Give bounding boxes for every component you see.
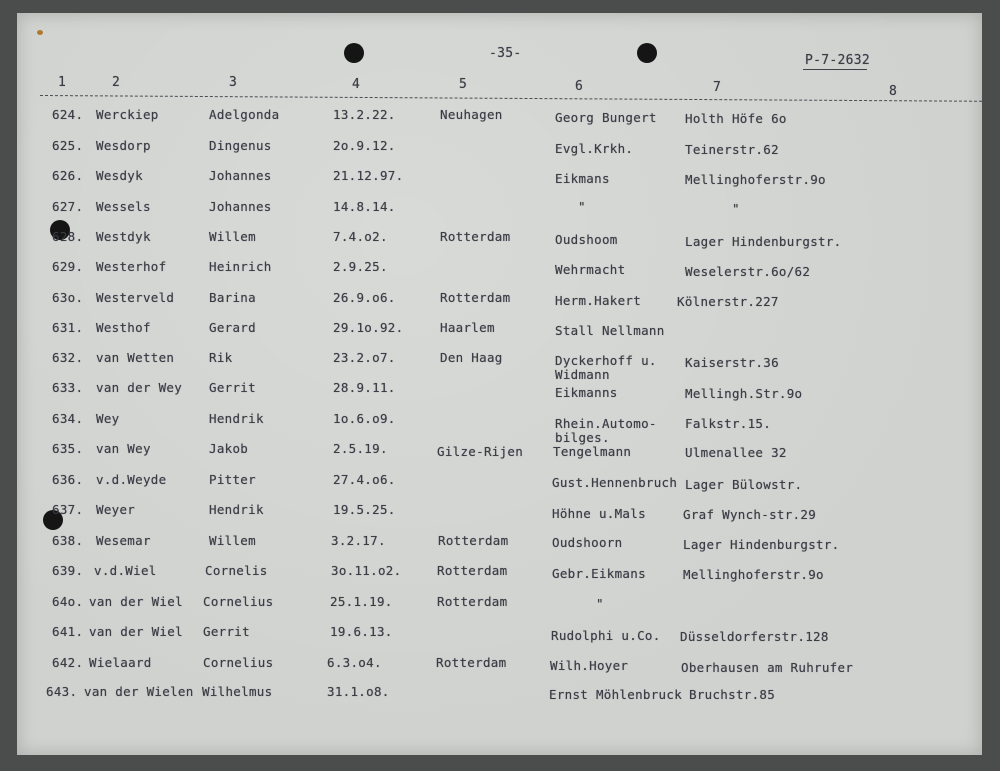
birth-date: 14.8.14. [333,199,396,214]
birth-date: 21.12.97. [333,168,404,183]
entry-number: 64o. [52,594,84,609]
column-header-1: 1 [58,75,67,90]
reference-underline [803,69,867,70]
entry-number: 628. [52,229,84,244]
employer: Rudolphi u.Co. [551,628,661,643]
place: Rotterdam [438,533,509,548]
address: Falkstr.15. [685,416,772,431]
punch-hole-top-right [637,43,657,63]
birth-date: 28.9.11. [333,380,396,395]
given-name: Gerrit [203,624,250,639]
given-name: Johannes [209,168,272,183]
address: Kölnerstr.227 [677,294,779,309]
entry-number: 629. [52,259,84,274]
employer: Ernst Möhlenbruck [549,687,683,702]
place: Haarlem [440,320,495,335]
birth-date: 19.5.25. [333,502,396,517]
entry-number: 639. [52,563,84,578]
table-row [0,656,1000,686]
employer: Wilh.Hoyer [550,658,629,673]
entry-number: 63o. [52,290,84,305]
given-name: Willem [209,533,256,548]
address: Holth Höfe 6o [685,111,787,126]
place: Rotterdam [440,290,511,305]
birth-date: 3.2.17. [331,533,386,548]
column-header-6: 6 [575,79,584,94]
birth-date: 31.1.o8. [327,684,390,699]
given-name: Cornelis [205,563,268,578]
given-name: Pitter [209,472,256,487]
table-row [0,291,1000,321]
column-header-5: 5 [459,77,468,92]
address: Lager Hindenburgstr. [685,234,842,249]
surname: van der Wiel [89,624,183,639]
employer: Rhein.Automo- bilges. [555,416,657,445]
given-name: Adelgonda [209,107,280,122]
employer: Gust.Hennenbruch [552,475,678,490]
place: Rotterdam [437,594,508,609]
surname: Wesemar [96,533,151,548]
table-row [0,534,1000,564]
surname: Wey [96,411,120,426]
employer: Herm.Hakert [555,293,642,308]
employer: Eikmanns [555,385,618,400]
surname: Wessels [96,199,151,214]
table-row [0,321,1000,351]
column-header-8: 8 [889,84,898,99]
surname: v.d.Wiel [94,563,157,578]
birth-date: 19.6.13. [330,624,393,639]
birth-date: 7.4.o2. [333,229,388,244]
place: Rotterdam [440,229,511,244]
address: Bruchstr.85 [689,687,776,702]
entry-number: 634. [52,411,84,426]
birth-date: 6.3.o4. [327,655,382,670]
surname: Westhof [96,320,151,335]
place: Rotterdam [437,563,508,578]
given-name: Jakob [209,441,249,456]
entry-number: 624. [52,107,84,122]
address: Lager Hindenburgstr. [683,537,840,552]
surname: Werckiep [96,107,159,122]
employer: Oudshoom [555,232,618,247]
birth-date: 2o.9.12. [333,138,396,153]
surname: v.d.Weyde [96,472,167,487]
surname: van Wetten [96,350,175,365]
entry-number: 641. [52,624,84,639]
address: Weselerstr.6o/62 [685,264,811,279]
address: Lager Bülowstr. [685,477,803,492]
address: Mellingh.Str.9o [685,386,803,401]
given-name: Cornelius [203,655,274,670]
given-name: Johannes [209,199,272,214]
place: Den Haag [440,350,503,365]
entry-number: 625. [52,138,84,153]
birth-date: 2.5.19. [333,441,388,456]
table-row [0,685,1000,715]
given-name: Wilhelmus [202,684,273,699]
table-row [0,411,1000,445]
birth-date: 2.9.25. [333,259,388,274]
entry-number: 633. [52,380,84,395]
address: Ulmenallee 32 [685,445,787,460]
birth-date: 27.4.o6. [333,472,396,487]
table-row [0,260,1000,290]
ditto-mark: " [578,199,586,214]
table-row [0,564,1000,594]
page-number: -35- [489,46,522,61]
entry-number: 635. [52,441,84,456]
column-header-7: 7 [713,80,722,95]
table-row [0,381,1000,411]
table-row [0,200,1000,230]
birth-date: 23.2.o7. [333,350,396,365]
ditto-mark: " [732,201,740,216]
employer: Höhne u.Mals [552,506,646,521]
table-row [0,108,1000,138]
table-row [0,473,1000,503]
given-name: Gerrit [209,380,256,395]
birth-date: 29.1o.92. [333,320,404,335]
address: Kaiserstr.36 [685,355,779,370]
document-reference: P-7-2632 [805,53,871,68]
employer: Evgl.Krkh. [555,141,634,156]
column-header-2: 2 [112,75,121,90]
rust-stain [37,30,43,35]
place: Neuhagen [440,107,503,122]
punch-hole-top-left [344,43,364,63]
employer: Georg Bungert [555,110,657,125]
employer: Oudshoorn [552,535,623,550]
employer: Tengelmann [553,444,632,459]
given-name: Willem [209,229,256,244]
address: Graf Wynch-str.29 [683,507,817,522]
table-row [0,442,1000,472]
surname: van Wey [96,441,151,456]
address: Düsseldorferstr.128 [680,629,829,644]
surname: Westerhof [96,259,167,274]
given-name: Barina [209,290,256,305]
address: Mellinghoferstr.9o [685,172,826,187]
table-row [0,351,1000,381]
column-header-3: 3 [229,75,238,90]
surname: Westdyk [96,229,151,244]
surname: Wielaard [89,655,152,670]
entry-number: 638. [52,533,84,548]
entry-number: 636. [52,472,84,487]
birth-date: 13.2.22. [333,107,396,122]
surname: Weyer [96,502,136,517]
ditto-mark: " [596,596,604,611]
given-name: Dingenus [209,138,272,153]
table-row [0,169,1000,199]
surname: van der Wielen [84,684,194,699]
table-row [0,139,1000,169]
employer: Wehrmacht [555,262,626,277]
place: Rotterdam [436,655,507,670]
given-name: Gerard [209,320,256,335]
entry-number: 626. [52,168,84,183]
employer: Stall Nellmann [555,323,665,338]
entry-number: 642. [52,655,84,670]
surname: van der Wey [96,380,183,395]
employer: Gebr.Eikmans [552,566,646,581]
address: Oberhausen am Ruhrufer [681,660,854,675]
table-row [0,230,1000,260]
employer: Eikmans [555,171,610,186]
column-header-4: 4 [352,77,361,92]
given-name: Cornelius [203,594,274,609]
entry-number: 643. [46,684,78,699]
entry-number: 631. [52,320,84,335]
table-row [0,625,1000,655]
table-row [0,503,1000,533]
birth-date: 1o.6.o9. [333,411,396,426]
address: Mellinghoferstr.9o [683,567,824,582]
birth-date: 3o.11.o2. [331,563,402,578]
given-name: Hendrik [209,411,264,426]
employer: Dyckerhoff u. Widmann [555,353,657,382]
surname: Wesdorp [96,138,151,153]
entry-number: 632. [52,350,84,365]
birth-date: 25.1.19. [330,594,393,609]
entry-number: 637. [52,502,84,517]
given-name: Rik [209,350,233,365]
entry-number: 627. [52,199,84,214]
birth-date: 26.9.o6. [333,290,396,305]
surname: van der Wiel [89,594,183,609]
given-name: Heinrich [209,259,272,274]
surname: Westerveld [96,290,175,305]
place: Gilze-Rijen [437,444,524,459]
surname: Wesdyk [96,168,143,183]
address: Teinerstr.62 [685,142,779,157]
given-name: Hendrik [209,502,264,517]
table-row [0,595,1000,625]
